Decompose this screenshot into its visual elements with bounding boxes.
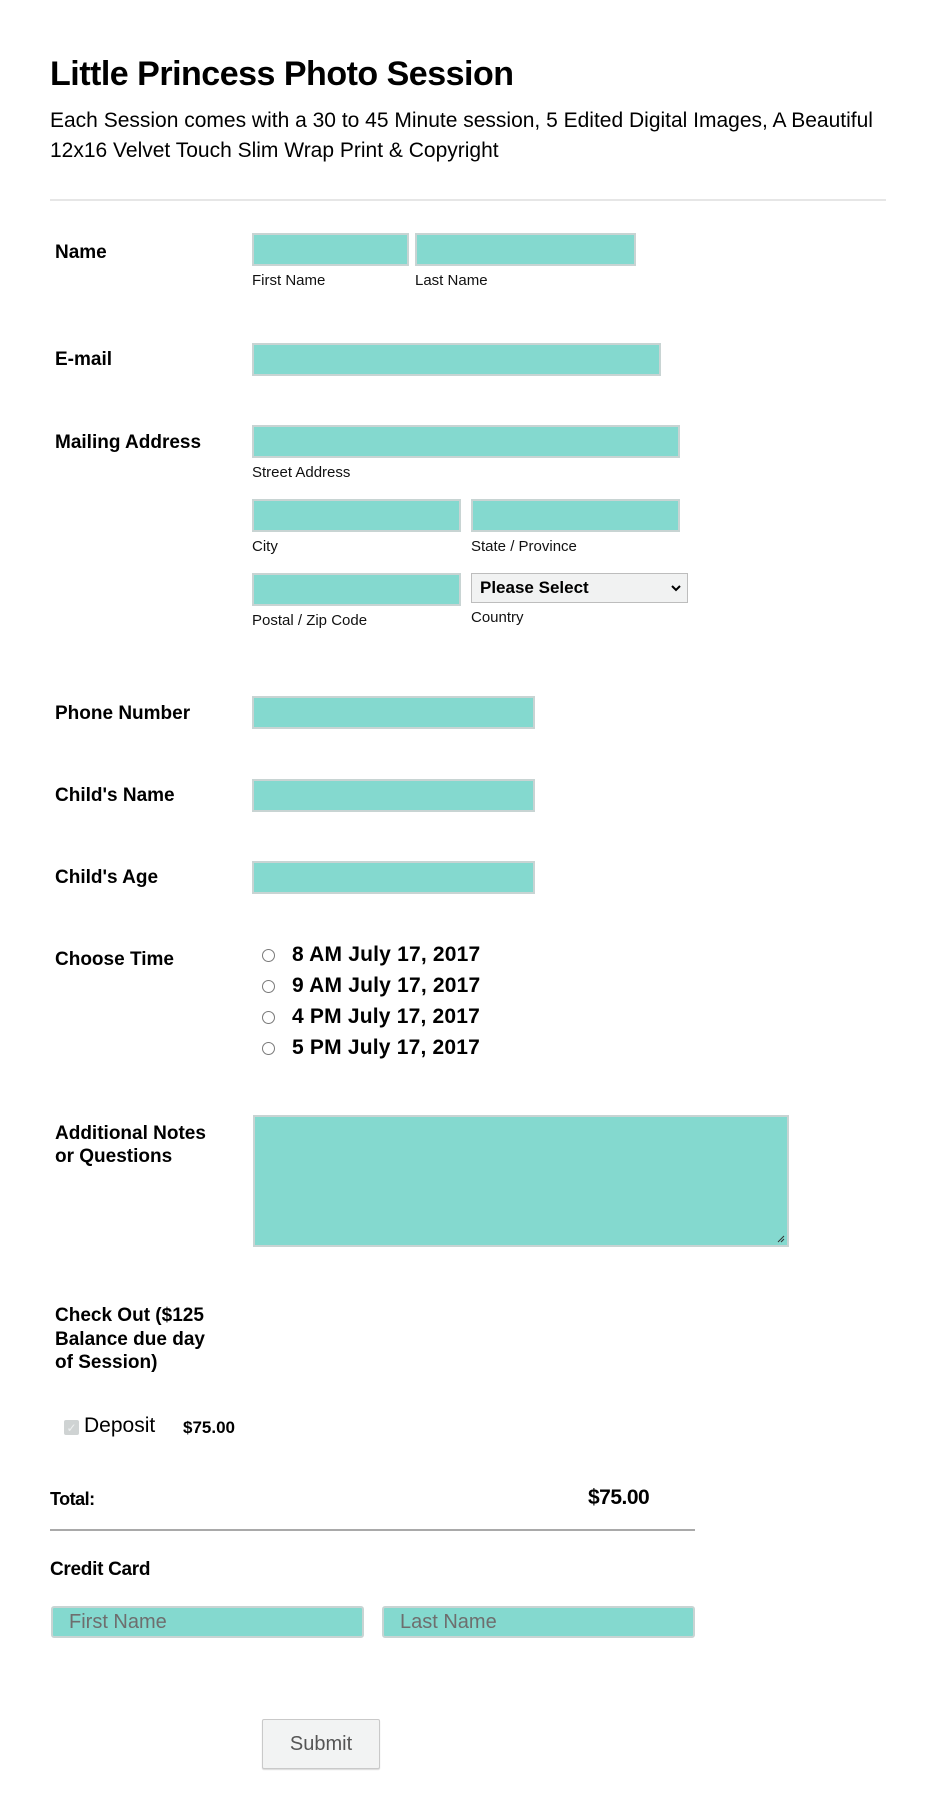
page-description: Each Session comes with a 30 to 45 Minute session, 5 Edited Digital Images, A Beautiful 12x16 Velvet Touch Slim Wrap Print & Copyright: [50, 109, 873, 162]
time-option-8am[interactable]: [262, 943, 480, 967]
checkout-label-line2: Balance due day: [55, 1328, 205, 1350]
additional-notes-textarea[interactable]: [253, 1115, 789, 1247]
total-label: Total:: [50, 1489, 95, 1509]
total-divider: [50, 1529, 695, 1531]
cc-first-name-placeholder: First Name: [69, 1610, 167, 1633]
mailing-address-label: Mailing Address: [55, 432, 202, 453]
choose-time-label: Choose Time: [55, 949, 174, 970]
phone-number-label: Phone Number: [55, 703, 191, 724]
street-address-input[interactable]: [252, 425, 680, 458]
last-name-input[interactable]: [415, 233, 636, 266]
cc-last-name-placeholder: Last Name: [400, 1610, 497, 1633]
checkout-label-line3: of Session): [55, 1352, 158, 1373]
credit-card-label: Credit Card: [50, 1559, 151, 1580]
radio-button[interactable]: [262, 1042, 275, 1055]
childs-name-label: Child's Name: [55, 785, 175, 806]
time-option-9am[interactable]: [262, 974, 480, 998]
time-option-5pm[interactable]: [262, 1036, 480, 1060]
cc-last-name-input[interactable]: [382, 1606, 695, 1638]
deposit-price: $75.00: [183, 1418, 235, 1437]
time-option-label: 5 PM July 17, 2017: [292, 1036, 481, 1059]
additional-notes-label-line1: Additional Notes: [55, 1123, 206, 1144]
first-name-input[interactable]: [252, 233, 409, 266]
page-title: Little Princess Photo Session: [50, 55, 514, 93]
postal-code-sublabel: Postal / Zip Code: [252, 612, 368, 629]
email-input[interactable]: [252, 343, 661, 376]
submit-button[interactable]: Submit: [262, 1719, 380, 1769]
city-sublabel: City: [252, 538, 278, 555]
cc-first-name-input[interactable]: [51, 1606, 364, 1638]
first-name-sublabel: First Name: [252, 272, 326, 289]
checkout-label-line1: Check Out ($125: [55, 1305, 204, 1326]
header-divider: [50, 199, 886, 201]
childs-age-input[interactable]: [252, 861, 535, 894]
additional-notes-label-line2: or Questions: [55, 1146, 173, 1167]
postal-code-input[interactable]: [252, 573, 461, 606]
childs-name-input[interactable]: [252, 779, 535, 812]
time-option-4pm[interactable]: [262, 1005, 480, 1029]
time-option-label: 9 AM July 17, 2017: [292, 974, 481, 997]
time-option-label: 8 AM July 17, 2017: [292, 943, 481, 966]
country-select[interactable]: [471, 573, 688, 603]
radio-button[interactable]: [262, 949, 275, 962]
name-label: Name: [55, 242, 107, 263]
email-label: E-mail: [55, 349, 113, 370]
deposit-checkbox[interactable]: [64, 1420, 79, 1435]
radio-button[interactable]: [262, 1011, 275, 1024]
deposit-label: Deposit: [84, 1414, 156, 1437]
phone-number-input[interactable]: [252, 696, 535, 729]
time-option-label: 4 PM July 17, 2017: [292, 1005, 481, 1028]
resize-handle-icon[interactable]: [777, 1235, 785, 1243]
city-input[interactable]: [252, 499, 461, 532]
street-address-sublabel: Street Address: [252, 464, 351, 481]
country-sublabel: Country: [471, 609, 524, 626]
radio-button[interactable]: [262, 980, 275, 993]
additional-notes-label: [55, 1122, 206, 1168]
checkmark-icon: ✓: [66, 1420, 77, 1435]
chevron-down-icon: [671, 583, 681, 593]
total-value: $75.00: [588, 1486, 650, 1509]
state-province-sublabel: State / Province: [471, 538, 577, 555]
last-name-sublabel: Last Name: [415, 272, 488, 289]
country-selected-value: Please Select: [480, 578, 589, 597]
state-province-input[interactable]: [471, 499, 680, 532]
checkout-label: [55, 1304, 205, 1375]
childs-age-label: Child's Age: [55, 867, 159, 888]
